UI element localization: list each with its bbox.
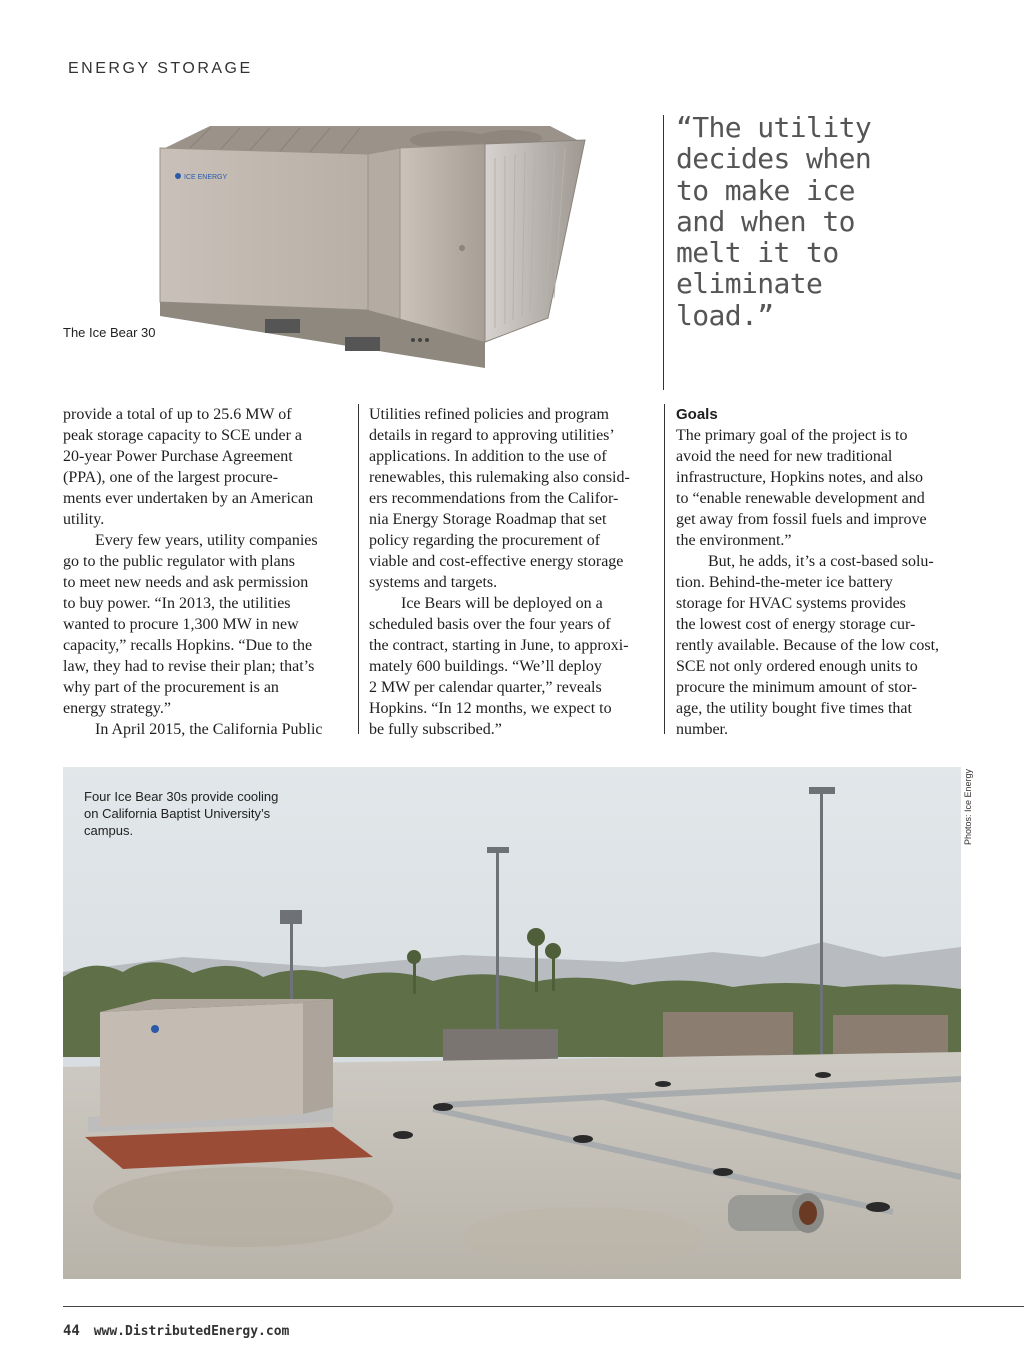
section-label: ENERGY STORAGE bbox=[68, 60, 253, 77]
pull-quote-rule bbox=[663, 115, 664, 390]
article-column-1 bbox=[63, 404, 353, 740]
paragraph: Ice Bears will be deployed on a scheduled basis over the four years of the contract, starting in June, to approxi- mately 600 buildings. “We’ll deploy 2 MW per calendar quarter,” reveals Hopkins. “In 12 months, we expect to be fully subscribed.” bbox=[369, 595, 629, 738]
photo-credit: Photos: Ice Energy bbox=[963, 768, 973, 845]
paragraph: But, he adds, it’s a cost-based solu- tion. Behind-the-meter ice battery storage for HVAC systems provides the lowest cost of energy storage cur- rently available. Because of the low cost, SCE not only ordered enough units to procure the minimum amount of stor- age, the utility bought five times that number. bbox=[676, 553, 940, 738]
pull-quote: “The utility decides when to make ice and when to melt it to eliminate load.” bbox=[676, 111, 872, 332]
ice-bear-unit bbox=[85, 999, 373, 1169]
rooftop-photo bbox=[63, 767, 961, 1279]
ice-bear-product-photo bbox=[150, 118, 620, 380]
footer bbox=[63, 1323, 289, 1339]
rooftop-photo-caption: Four Ice Bear 30s provide cooling on California Baptist University’s campus. bbox=[84, 789, 279, 838]
paragraph: Every few years, utility companies go to the public regulator with plans to meet new needs and ask permission to buy power. “In 2013, the utilities wanted to procure 1,300 MW in new capacity,” recalls Hopkins. “Due to the law, they had to revise their plan; that’s why part of the procurement is an energy strategy.” bbox=[63, 532, 318, 717]
footer-rule bbox=[63, 1306, 1024, 1307]
paragraph: The primary goal of the project is to avoid the need for new traditional infrastructure, Hopkins notes, and also to “enable renewable development and get away from fossil fuels and improve the environment.” bbox=[676, 427, 927, 549]
svg-text:ICE ENERGY: ICE ENERGY bbox=[184, 174, 228, 181]
section-heading-goals: Goals bbox=[676, 406, 718, 423]
article-column-2 bbox=[369, 404, 659, 740]
vent-pipe bbox=[728, 1193, 824, 1233]
footer-site-link[interactable]: www.DistributedEnergy.com bbox=[93, 1324, 290, 1339]
product-photo-caption: The Ice Bear 30 bbox=[63, 325, 156, 340]
article-column-3 bbox=[676, 404, 966, 740]
column-rule bbox=[358, 404, 359, 734]
paragraph: In April 2015, the California Public bbox=[95, 721, 323, 738]
column-rule bbox=[664, 404, 665, 734]
paragraph: provide a total of up to 25.6 MW of peak storage capacity to SCE under a 20-year Power Purchase Agreement (PPA), one of the largest procure- ments ever undertaken by an American utility. bbox=[63, 406, 314, 528]
page-number: 44 bbox=[63, 1323, 80, 1339]
paragraph: Utilities refined policies and program details in regard to approving utilities’ applications. In addition to the use of renewables, this rulemaking also consid- ers recommendations from the Califor- nia Energy Storage Roadmap that set policy regarding the procurement of viable and cost-effective energy storage systems and targets. bbox=[369, 406, 630, 591]
